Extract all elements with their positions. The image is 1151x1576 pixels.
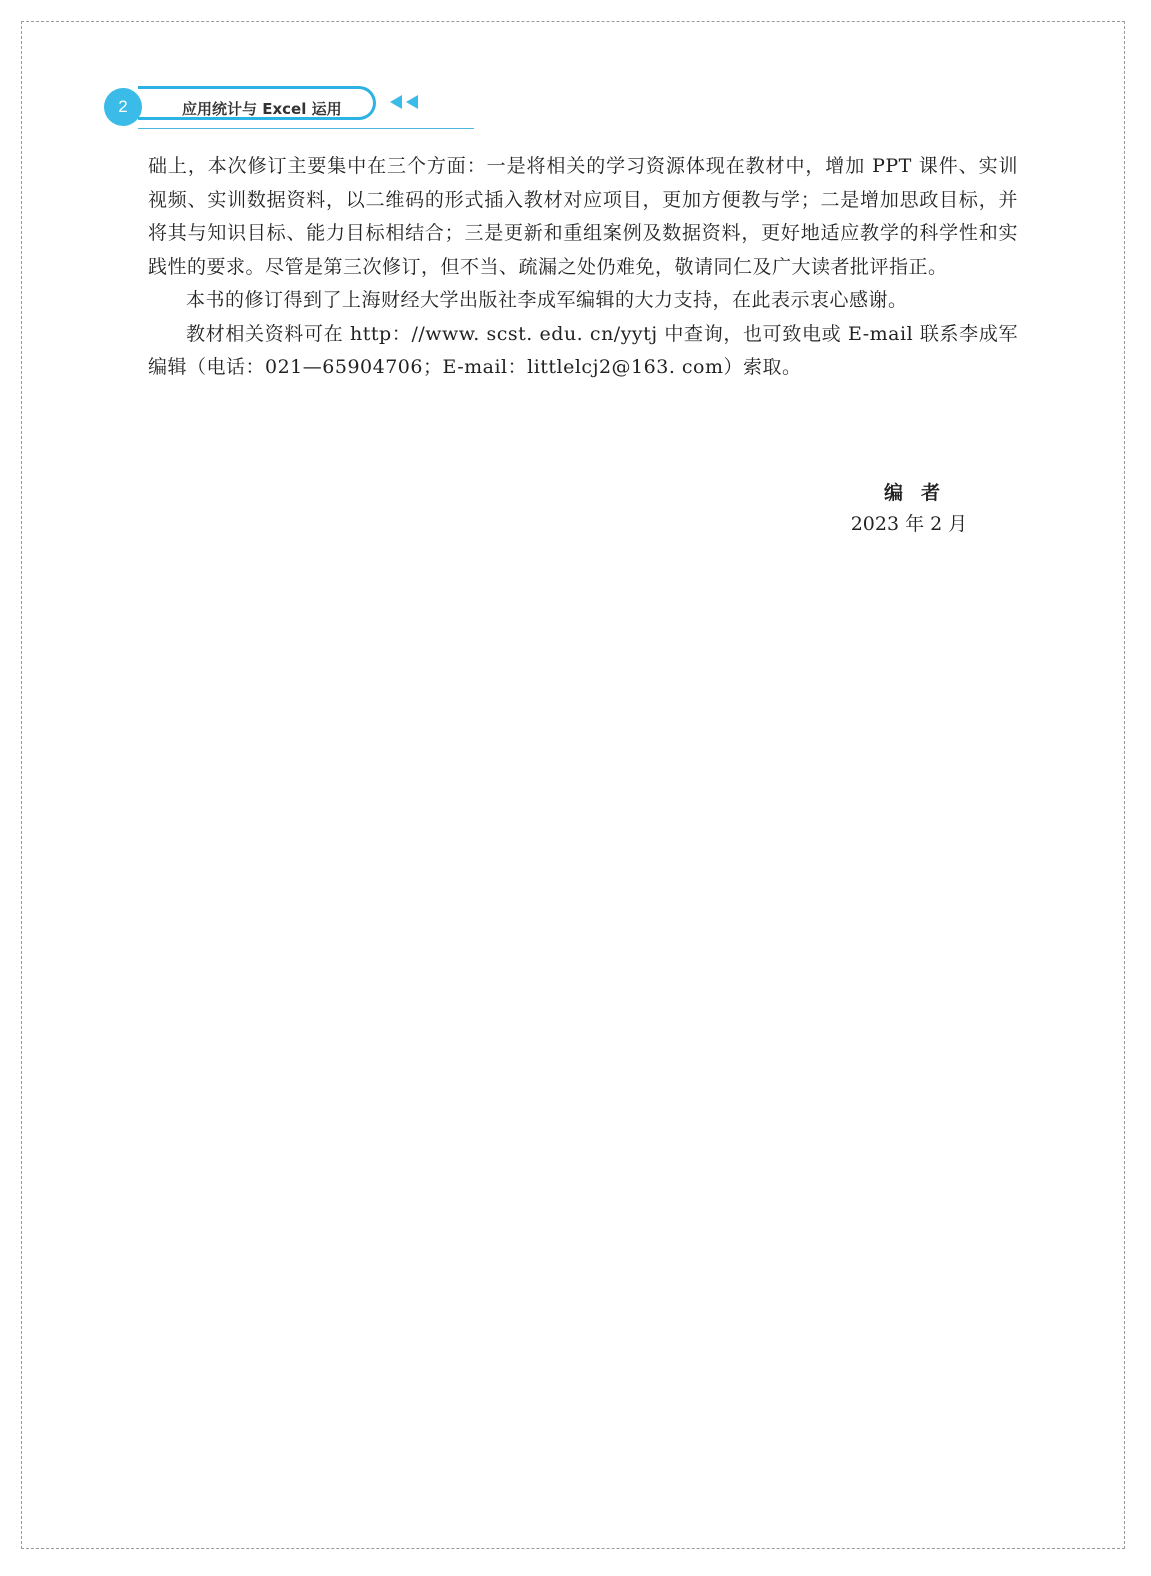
page-number: 2: [104, 88, 142, 126]
signature-date: 2023 年 2 月: [850, 513, 968, 535]
body-text: [148, 150, 1018, 385]
header-rule: [138, 128, 474, 129]
paragraph-acknowledgement: 本书的修订得到了上海财经大学出版社李成军编辑的大力支持，在此表示衷心感谢。: [186, 289, 908, 311]
signature-block: [820, 478, 980, 536]
author-signature: 编者: [883, 482, 958, 504]
running-header: [102, 84, 482, 134]
paragraph-continued: 础上，本次修订主要集中在三个方面：一是将相关的学习资源体现在教材中，增加 PPT 课件、实训视频、实训数据资料，以二维码的形式插入教材对应项目，更加方便教与学；二是增加思政目标，并将其与知识目标、能力目标相结合；三是更新和重组案例及数据资料，更好地适应教学的科学性和实践性的要求。尽管是第三次修订，但不当、疏漏之处仍难免，敬请同仁及广大读者批评指正。: [148, 155, 1018, 278]
double-left-arrow-icon: [388, 94, 422, 110]
book-title: 应用统计与 Excel 运用: [182, 100, 342, 118]
paragraph-contact: 教材相关资料可在 http：//www. scst. edu. cn/yytj 中查询，也可致电或 E-mail 联系李成军编辑（电话：021—65904706；E-mail：littlelcj2@163. com）索取。: [148, 322, 1018, 378]
